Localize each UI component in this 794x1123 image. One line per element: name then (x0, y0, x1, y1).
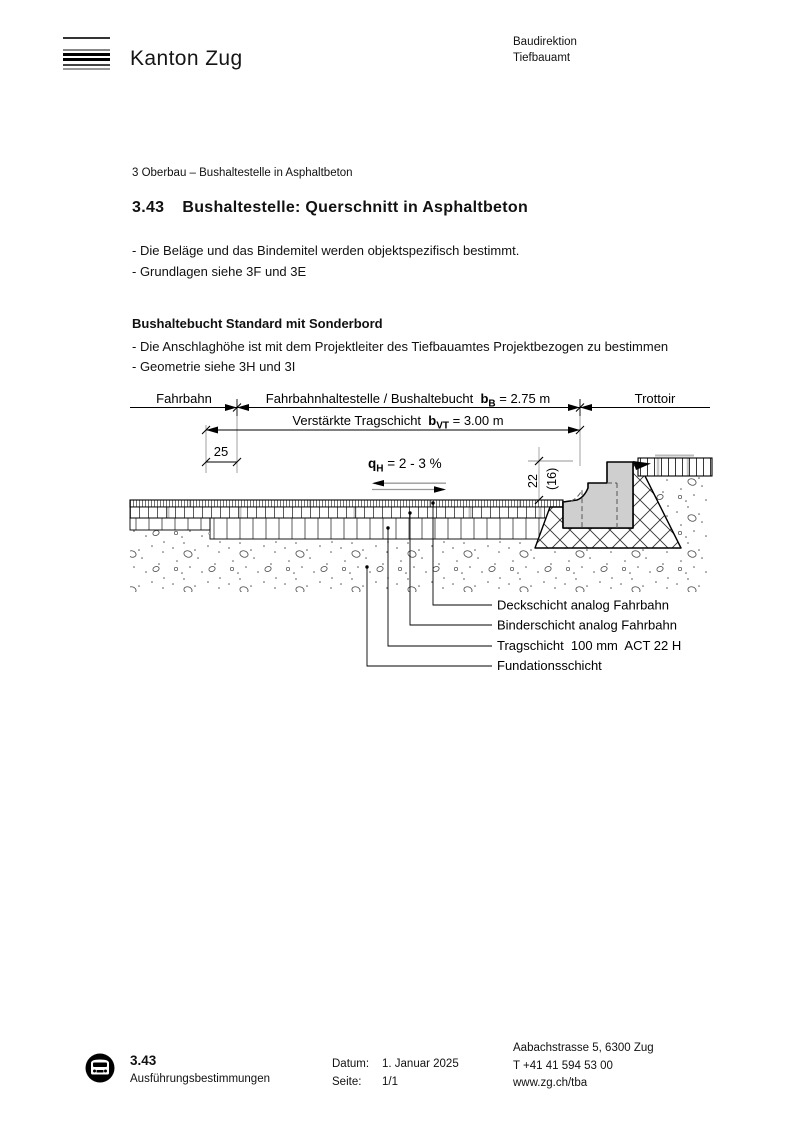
cross-section-drawing (0, 385, 794, 685)
layer-label: Tragschicht 100 mm ACT 22 H (497, 638, 682, 653)
org-office: Tiefbauamt (513, 51, 571, 64)
page-label: Seite: (332, 1076, 362, 1088)
page-value: 1/1 (382, 1076, 398, 1088)
section-bullet: - Geometrie siehe 3H und 3I (132, 359, 296, 374)
curb-height-22-label: 22 (526, 474, 540, 488)
breadcrumb: 3 Oberbau – Bushaltestelle in Asphaltbeton (132, 167, 353, 179)
tragschicht-layer (130, 518, 210, 530)
intro-bullets (132, 240, 519, 282)
intro-bullet: - Grundlagen siehe 3F und 3E (132, 264, 307, 279)
date-label: Datum: (332, 1058, 370, 1070)
layer-label: Deckschicht analog Fahrbahn (497, 597, 669, 613)
zone-label-trottoir: Trottoir (634, 391, 676, 406)
title-number: 3.43 (132, 199, 165, 216)
footer-address: Aabachstrasse 5, 6300 Zug (513, 1042, 654, 1054)
section-bullets (132, 337, 668, 377)
footer-meta (332, 1055, 459, 1091)
page-title (132, 199, 528, 217)
zone-label-bushaltebucht: Fahrbahnhaltestelle / Bushaltebucht $b_B = 2.75$ m (265, 391, 551, 410)
wordmark: Kanton Zug (130, 47, 243, 70)
date-value: 1. Januar 2025 (382, 1058, 459, 1070)
curb-height-dimension (526, 447, 573, 504)
footer-phone: T +41 41 594 53 00 (513, 1059, 613, 1072)
slope-direction-arrows (372, 480, 446, 493)
footer-doc-type: Ausführungsbestimmungen (130, 1073, 270, 1085)
trottoir-paving (633, 456, 712, 477)
section-bullet: - Die Anschlaghöhe ist mit dem Projektleiter des Tiefbauamtes Projektbezogen zu bestimmen (132, 339, 669, 354)
tragschicht-reinforced-layer (210, 518, 558, 539)
layer-label: Fundationsschicht (497, 658, 602, 673)
intro-bullet: - Die Beläge und das Bindemitel werden objektspezifisch bestimmt. (132, 243, 520, 258)
slope-label: $q_H = 2 - 3$ % (368, 456, 442, 475)
offset-25-dimension (202, 458, 241, 466)
bus-icon (84, 1052, 116, 1084)
binderschicht-layer (130, 507, 563, 518)
footer-contact (513, 1040, 654, 1093)
title-text: Bushaltestelle: Querschnitt in Asphaltbeton (182, 199, 529, 216)
deckschicht-layer (130, 500, 563, 507)
layer-label: Binderschicht analog Fahrbahn (497, 617, 677, 633)
section-heading: Bushaltebucht Standard mit Sonderbord (132, 316, 383, 331)
footer-doc-number: 3.43 (130, 1053, 157, 1068)
org-block (513, 35, 577, 66)
sonderbord-curb (563, 462, 633, 528)
footer-website[interactable]: www.zg.ch/tba (513, 1077, 588, 1089)
tragschicht-dimension-label: Verstärkte Tragschicht $b_{VT} = 3.00$ m (292, 413, 504, 432)
kanton-zug-logo-icon (63, 37, 110, 70)
zone-label-fahrbahn: Fahrbahn (156, 391, 212, 406)
offset-25-label: 25 (213, 444, 229, 459)
curb-height-16-label: (16) (545, 467, 559, 490)
org-direction: Baudirektion (513, 36, 577, 48)
